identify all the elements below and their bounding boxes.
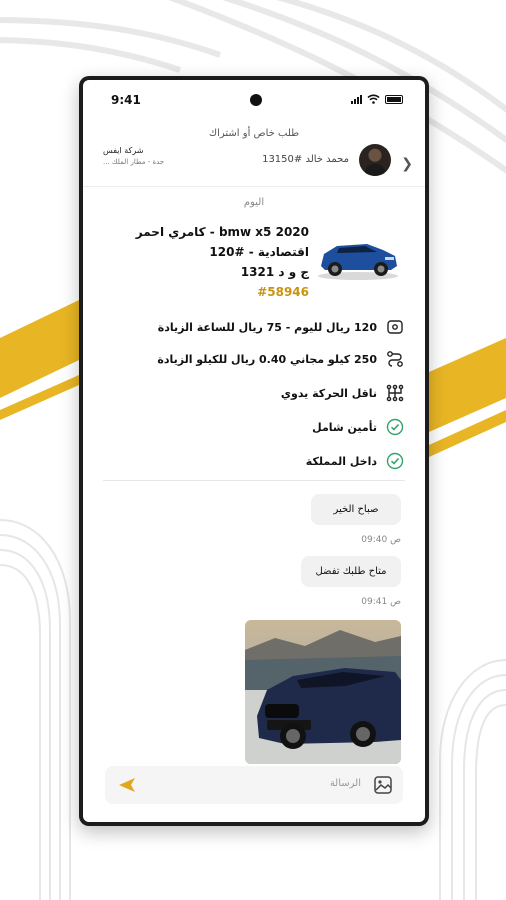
price-tag-icon [385,317,405,337]
car-model: 2020 bmw x5 - كامري احمر [135,225,309,239]
chat-subtitle: طلب خاص أو اشتراك [208,128,300,139]
car-photo-message[interactable] [245,620,401,764]
day-separator: اليوم [243,197,265,208]
company-name: شركة ايفس [103,146,144,155]
check-circle-icon [385,451,405,471]
user-name-id: محمد خالد #13150 [262,154,349,165]
car-category: اقتصادية - #120 [209,245,309,259]
car-details [119,222,309,302]
company-location: جدة - مطار الملك ... [103,158,165,166]
image-attach-icon[interactable] [373,775,393,795]
spec-insurance-text: تأمين شامل [312,420,377,434]
gear-shift-icon [385,383,405,403]
spec-region-text: داخل المملكة [305,454,377,468]
status-icons [351,94,403,104]
avatar[interactable] [359,144,391,176]
spec-mileage-text: 250 كيلو مجاني 0.40 ريال للكيلو الزيادة [157,352,377,366]
header-divider [83,186,425,187]
phone-frame [79,76,429,826]
spec-price-text: 120 ريال لليوم - 75 ريال للساعة الزيادة [157,320,377,334]
status-time: 9:41 [111,93,141,107]
route-icon [385,349,405,369]
spec-region [103,448,405,474]
wifi-icon [367,94,380,104]
car-code: #58946 [257,285,309,299]
spec-insurance [103,414,405,440]
message-bubble[interactable]: صباح الخير [311,494,401,525]
car-card[interactable] [83,222,425,302]
car-thumbnail [315,232,401,282]
message-composer[interactable] [105,766,403,804]
status-bar [83,90,425,110]
battery-icon [385,95,403,104]
spec-mileage [103,346,405,372]
message-bubble[interactable]: متاح طلبك تفضل [301,556,401,587]
back-chevron-icon[interactable]: ❯ [401,156,413,172]
chat-header [83,142,425,186]
cellular-signal-icon [351,94,362,104]
spec-price [103,314,405,340]
message-time: 09:41 ص [361,597,401,607]
front-camera [250,94,262,106]
car-plate: ج و د 1321 [240,265,309,279]
message-input[interactable]: الرسالة [329,778,361,789]
send-icon[interactable] [117,775,137,795]
company-info [103,146,164,166]
spec-transmission [103,380,405,406]
phone-screen [83,80,425,822]
check-circle-icon [385,417,405,437]
message-time: 09:40 ص [361,535,401,545]
spec-transmission-text: ناقل الحركة يدوي [280,386,377,400]
section-divider [103,480,405,481]
